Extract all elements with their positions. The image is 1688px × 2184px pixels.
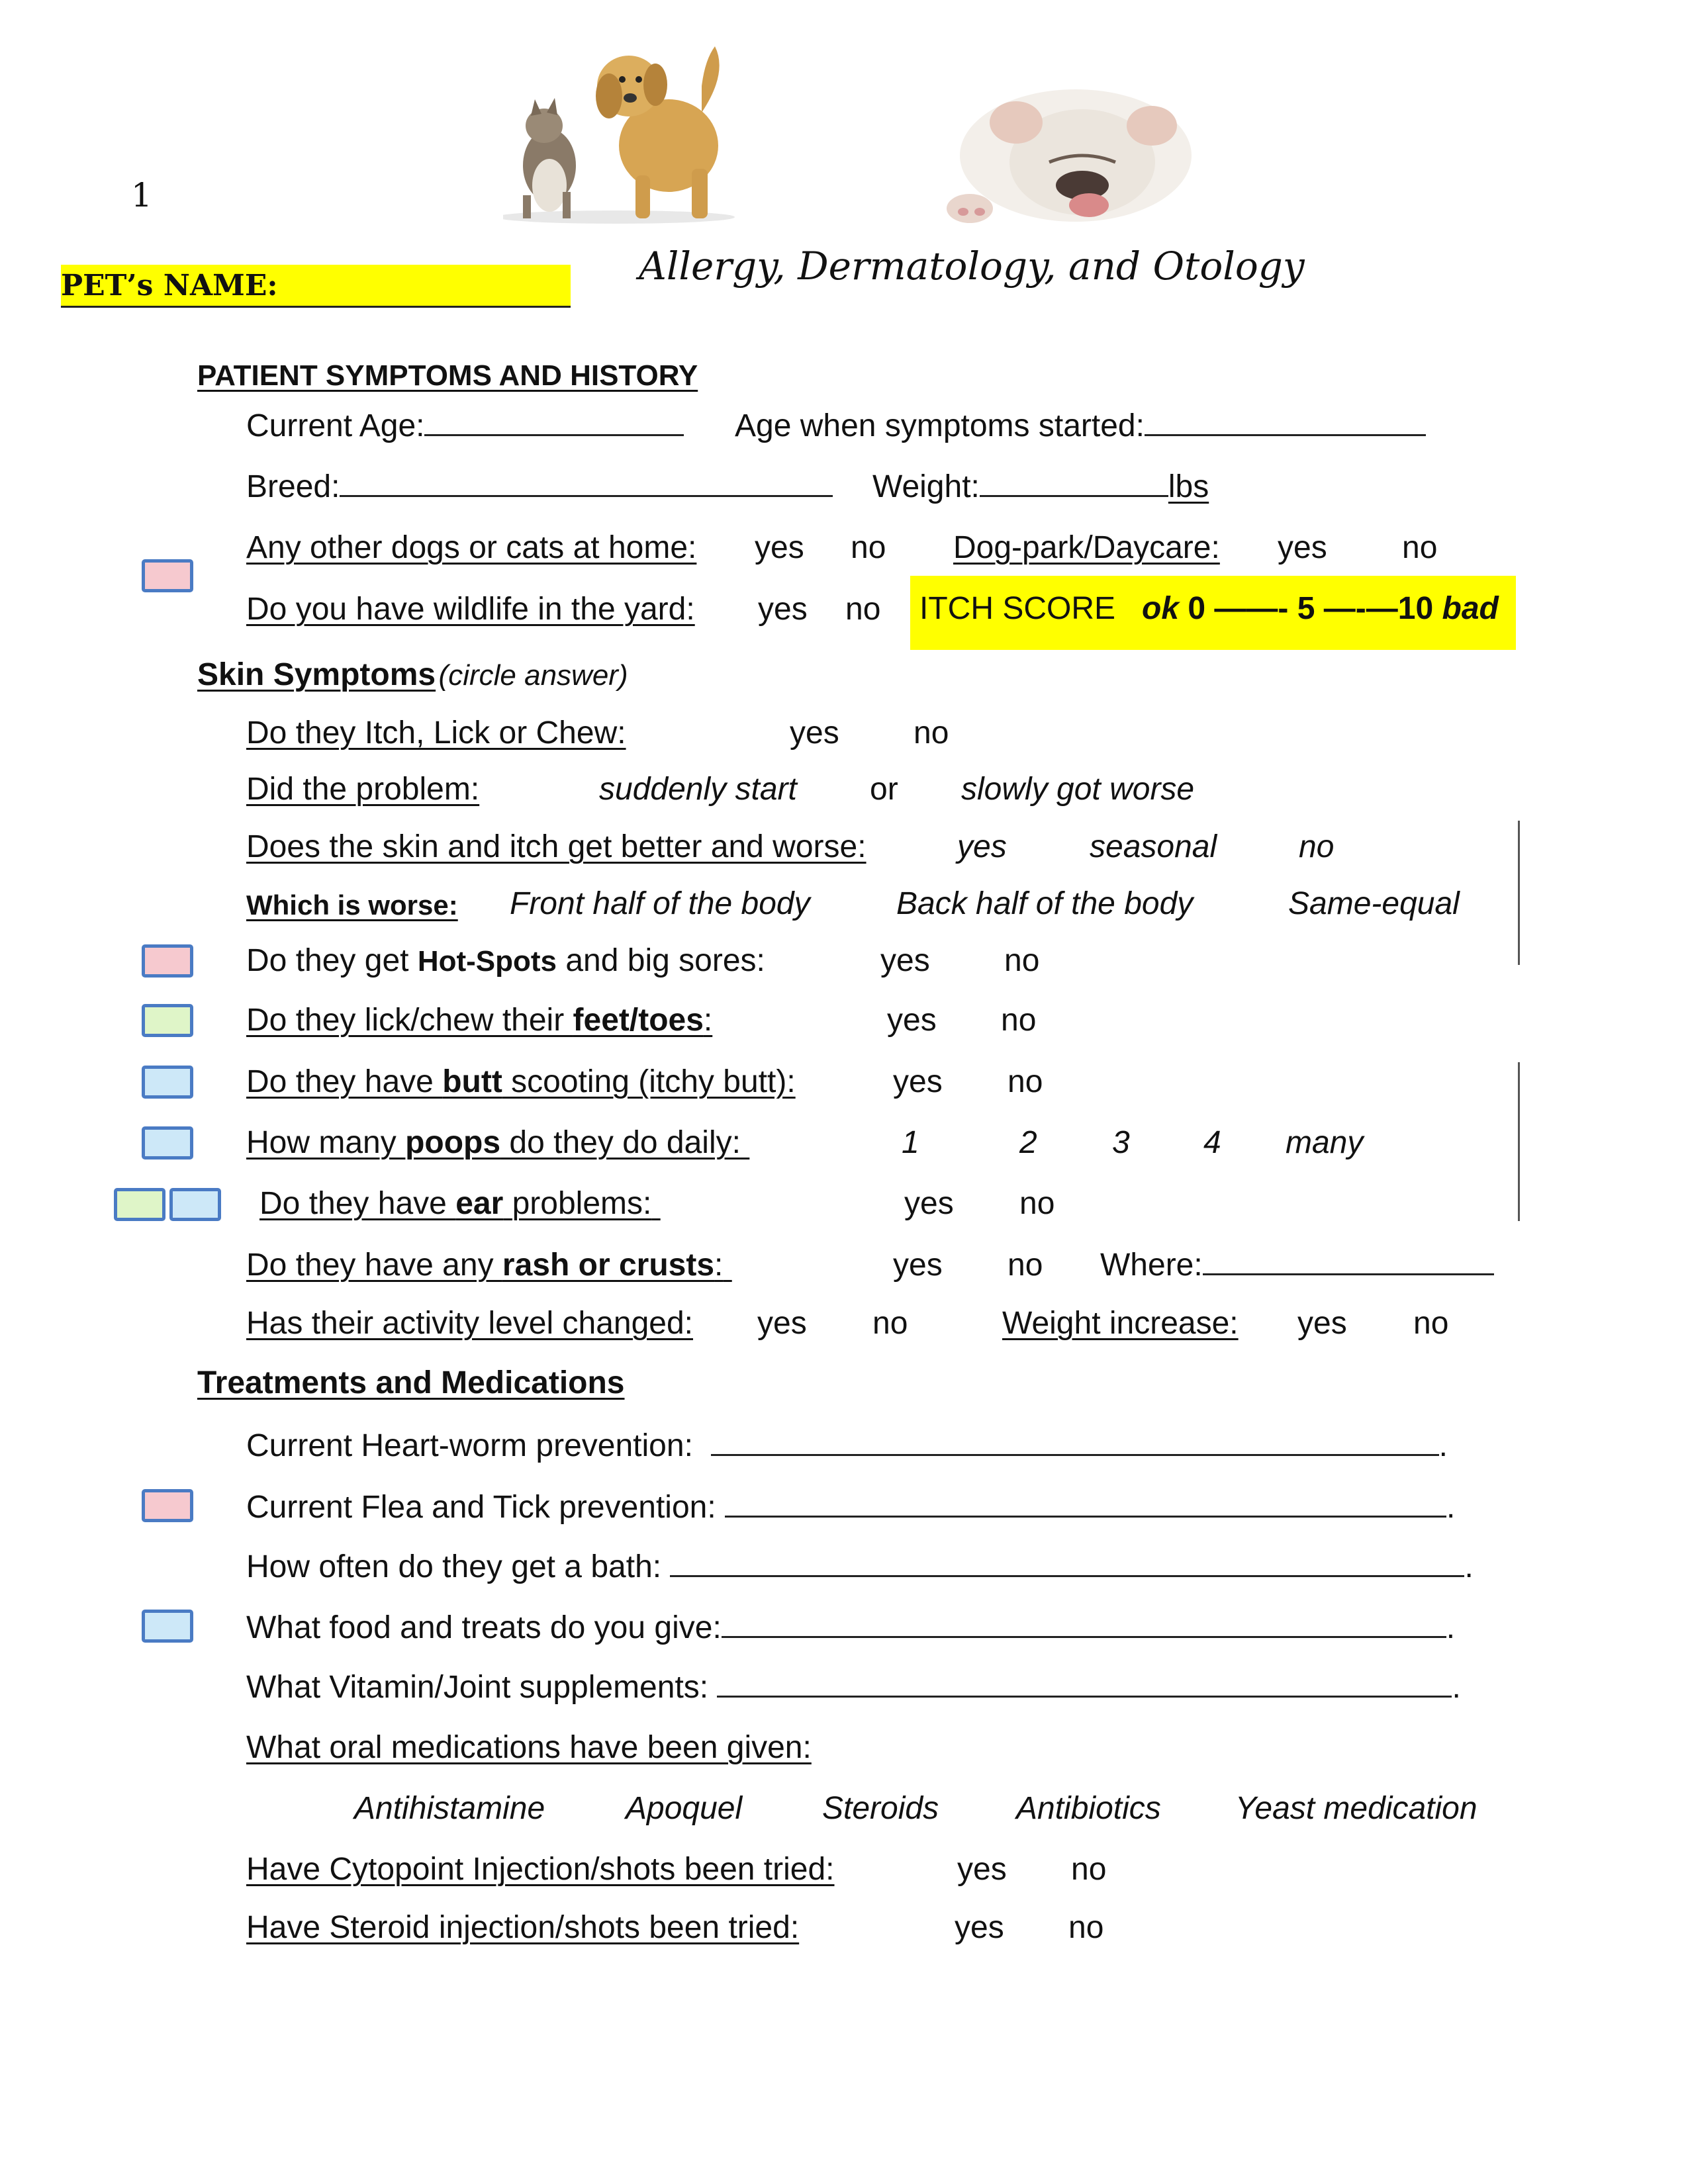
category-marker-pink[interactable] — [142, 944, 193, 978]
category-marker-pink[interactable] — [142, 559, 193, 592]
bath-label: How often do they get a bath: — [246, 1549, 662, 1584]
weight-row — [872, 469, 1209, 505]
rash-where-input[interactable] — [1203, 1248, 1494, 1275]
other-pets-no[interactable]: no — [851, 530, 886, 565]
cytopoint-question: Have Cytopoint Injection/shots been tried: — [246, 1852, 835, 1887]
category-marker-blue[interactable] — [142, 1066, 193, 1099]
dogpark-yes[interactable]: yes — [1278, 530, 1327, 565]
steroid-injection-yes[interactable]: yes — [955, 1910, 1004, 1945]
butt-text-end: scooting (itchy butt): — [502, 1064, 796, 1099]
category-marker-blue[interactable] — [169, 1188, 221, 1221]
age-started-input[interactable] — [1145, 409, 1426, 436]
page-title: Allergy, Dermatology, and Otology — [639, 244, 1305, 289]
problem-slowly[interactable]: slowly got worse — [961, 772, 1195, 807]
poops-option[interactable]: many — [1286, 1125, 1364, 1160]
itch-score-bad: bad — [1442, 591, 1499, 626]
feet-text-end: : — [703, 1003, 713, 1038]
dogpark-no[interactable]: no — [1402, 530, 1438, 565]
category-marker-green[interactable] — [114, 1188, 165, 1221]
ear-no[interactable]: no — [1019, 1186, 1055, 1221]
worse-question: Which is worse: — [246, 889, 458, 921]
flea-input[interactable] — [725, 1490, 1446, 1518]
poops-option[interactable]: 1 — [902, 1125, 919, 1160]
rash-where-label: Where: — [1100, 1248, 1203, 1283]
itch-score-label: ITCH SCORE — [919, 591, 1116, 626]
ear-bold: ear — [455, 1186, 504, 1221]
weight-label: Weight: — [872, 469, 980, 504]
activity-no[interactable]: no — [872, 1306, 908, 1341]
med-option[interactable]: Apoquel — [626, 1791, 743, 1826]
med-option[interactable]: Antihistamine — [354, 1791, 545, 1826]
age-started-label: Age when symptoms started: — [735, 408, 1145, 443]
problem-suddenly[interactable]: suddenly start — [599, 772, 797, 807]
flea-period: . — [1446, 1490, 1456, 1525]
problem-or: or — [870, 772, 898, 807]
vitamin-row — [246, 1669, 1461, 1706]
steroid-injection-no[interactable]: no — [1068, 1910, 1104, 1945]
category-marker-pink[interactable] — [142, 1489, 193, 1522]
poops-question — [246, 1124, 749, 1161]
side-bar-line — [1518, 1062, 1520, 1221]
breed-input[interactable] — [340, 470, 833, 497]
cytopoint-yes[interactable]: yes — [957, 1852, 1007, 1887]
wildlife-yes[interactable]: yes — [758, 592, 808, 627]
food-input[interactable] — [722, 1611, 1446, 1638]
breed-label: Breed: — [246, 469, 340, 504]
heartworm-row — [246, 1428, 1448, 1464]
flea-row — [246, 1489, 1455, 1525]
feet-text: Do they lick/chew their — [246, 1003, 573, 1038]
bath-input[interactable] — [670, 1550, 1464, 1577]
history-heading: PATIENT SYMPTOMS AND HISTORY — [197, 359, 698, 392]
current-age-row — [246, 408, 684, 444]
itch-yes[interactable]: yes — [790, 715, 839, 751]
heartworm-label: Current Heart-worm prevention: — [246, 1428, 693, 1463]
bath-row — [246, 1549, 1474, 1585]
itch-score-box — [910, 576, 1516, 650]
food-label: What food and treats do you give: — [246, 1610, 722, 1645]
feet-bold: feet/toes — [573, 1003, 704, 1038]
feet-question — [246, 1002, 712, 1038]
activity-yes[interactable]: yes — [757, 1306, 807, 1341]
wildlife-question: Do you have wildlife in the yard: — [246, 592, 695, 627]
hotspots-bold: Hot-Spots — [417, 945, 557, 978]
vitamin-period: . — [1452, 1670, 1461, 1705]
rash-no[interactable]: no — [1008, 1248, 1043, 1283]
poops-option[interactable]: 3 — [1112, 1125, 1130, 1160]
better-worse-question: Does the skin and itch get better and worse: — [246, 829, 867, 864]
current-age-label: Current Age: — [246, 408, 425, 443]
skin-heading-title: Skin Symptoms — [197, 657, 436, 692]
rash-where-row — [1100, 1247, 1494, 1283]
hotspots-yes[interactable]: yes — [880, 943, 930, 978]
ear-question — [259, 1185, 661, 1222]
med-option[interactable]: Yeast medication — [1235, 1791, 1477, 1826]
poops-text: How many — [246, 1125, 406, 1160]
flea-label: Current Flea and Tick prevention: — [246, 1490, 716, 1525]
bulldog-image — [923, 63, 1228, 225]
category-marker-blue[interactable] — [142, 1610, 193, 1643]
vitamin-label: What Vitamin/Joint supplements: — [246, 1670, 709, 1705]
food-row — [246, 1610, 1455, 1646]
hotspots-text-end: and big sores: — [557, 943, 765, 978]
age-started-row — [735, 408, 1426, 444]
itch-question: Do they Itch, Lick or Chew: — [246, 715, 626, 751]
rash-bold: rash or crusts — [502, 1248, 715, 1283]
side-bar-line — [1518, 821, 1520, 965]
current-age-input[interactable] — [424, 409, 684, 436]
butt-no[interactable]: no — [1008, 1064, 1043, 1099]
category-marker-green[interactable] — [142, 1004, 193, 1037]
heartworm-period: . — [1438, 1428, 1448, 1463]
worse-same[interactable]: Same-equal — [1288, 886, 1460, 921]
hotspots-no[interactable]: no — [1004, 943, 1040, 978]
other-pets-yes[interactable]: yes — [755, 530, 804, 565]
vitamin-input[interactable] — [717, 1670, 1452, 1698]
rash-text: Do they have any — [246, 1248, 502, 1283]
better-worse-no[interactable]: no — [1299, 829, 1335, 864]
dogpark-question: Dog-park/Daycare: — [953, 530, 1220, 565]
breed-row — [246, 469, 833, 505]
page-number: 1 — [131, 176, 152, 214]
skin-heading-note: (circle answer) — [438, 659, 628, 692]
skin-heading — [197, 657, 628, 693]
other-pets-question: Any other dogs or cats at home: — [246, 530, 697, 565]
worse-front[interactable]: Front half of the body — [510, 886, 810, 921]
med-option[interactable]: Antibiotics — [1016, 1791, 1161, 1826]
hotspots-text: Do they get — [246, 943, 418, 978]
weight-increase-question: Weight increase: — [1002, 1306, 1239, 1341]
food-period: . — [1446, 1610, 1456, 1645]
hotspots-question — [246, 942, 765, 979]
better-worse-yes[interactable]: yes — [957, 829, 1007, 864]
rash-yes[interactable]: yes — [893, 1248, 943, 1283]
butt-bold: butt — [442, 1064, 502, 1099]
poops-bold: poops — [405, 1125, 501, 1160]
wildlife-no[interactable]: no — [845, 592, 881, 627]
weight-input[interactable] — [980, 470, 1168, 497]
itch-score-scale[interactable]: 0 ——- 5 —-—10 — [1188, 591, 1434, 626]
cytopoint-no[interactable]: no — [1071, 1852, 1107, 1887]
pet-name-label: PET’s NAME: — [61, 269, 278, 302]
activity-question: Has their activity level changed: — [246, 1306, 693, 1341]
poops-option[interactable]: 4 — [1203, 1125, 1221, 1160]
weight-increase-no[interactable]: no — [1413, 1306, 1449, 1341]
feet-no[interactable]: no — [1001, 1003, 1037, 1038]
better-worse-seasonal[interactable]: seasonal — [1090, 829, 1217, 864]
ear-text: Do they have — [259, 1186, 456, 1221]
pet-name-field[interactable] — [61, 265, 571, 308]
butt-question — [246, 1064, 796, 1100]
steroid-injection-question: Have Steroid injection/shots been tried: — [246, 1910, 800, 1945]
category-marker-blue[interactable] — [142, 1126, 193, 1160]
med-option[interactable]: Steroids — [822, 1791, 939, 1826]
poops-option[interactable]: 2 — [1019, 1125, 1037, 1160]
treatments-heading: Treatments and Medications — [197, 1365, 625, 1400]
feet-yes[interactable]: yes — [887, 1003, 937, 1038]
pets-scratching-image — [503, 33, 768, 225]
poops-text-end: do they do daily: — [500, 1125, 741, 1160]
weight-increase-yes[interactable]: yes — [1297, 1306, 1347, 1341]
worse-back[interactable]: Back half of the body — [896, 886, 1194, 921]
rash-text-end: : — [714, 1248, 724, 1283]
ear-yes[interactable]: yes — [904, 1186, 954, 1221]
butt-text: Do they have — [246, 1064, 443, 1099]
lbs-unit: lbs — [1168, 469, 1209, 504]
oral-meds-question: What oral medications have been given: — [246, 1730, 812, 1765]
butt-yes[interactable]: yes — [893, 1064, 943, 1099]
itch-no[interactable]: no — [914, 715, 949, 751]
itch-score-ok: ok — [1142, 591, 1180, 626]
heartworm-input[interactable] — [711, 1429, 1439, 1456]
ear-text-end: problems: — [503, 1186, 652, 1221]
bath-period: . — [1464, 1549, 1474, 1584]
rash-question — [246, 1247, 732, 1283]
problem-question: Did the problem: — [246, 772, 480, 807]
